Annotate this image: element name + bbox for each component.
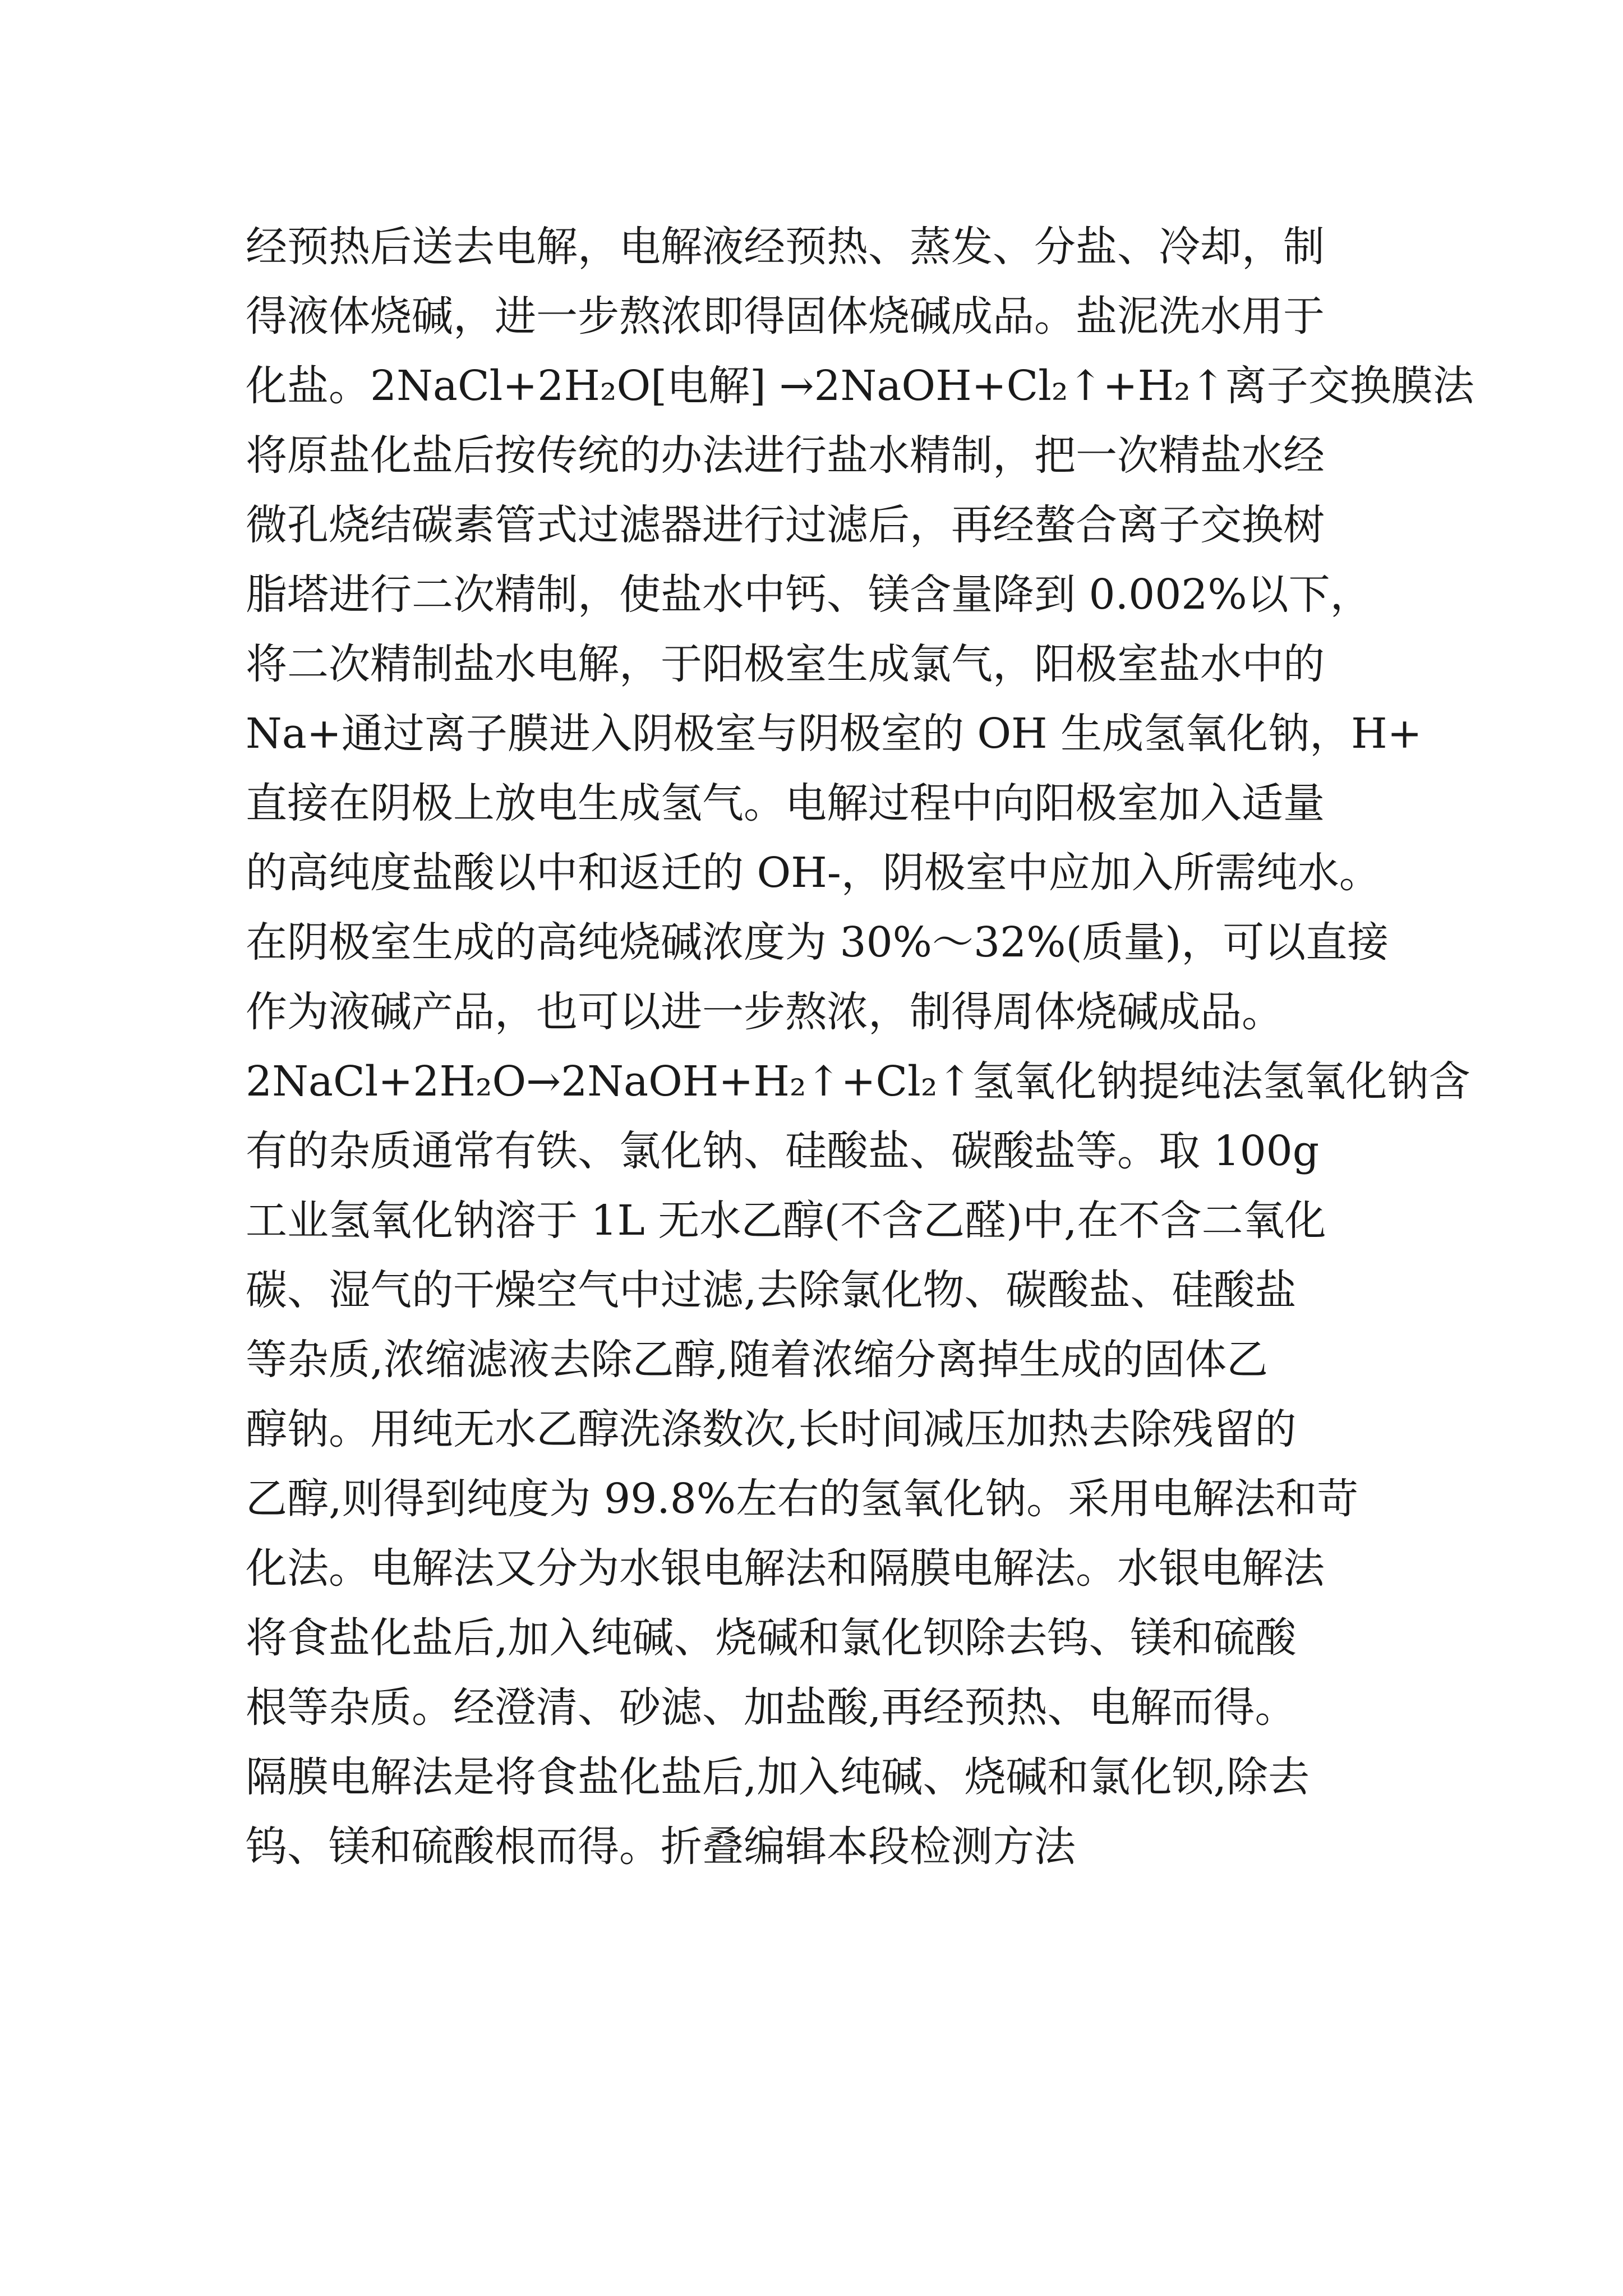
text-line: 2NaCl+2H₂O→2NaOH+H₂↑+Cl₂↑氢氧化钠提纯法氢氧化钠含 (246, 1057, 1470, 1106)
text-line: 微孔烧结碳素管式过滤器进行过滤后，再经螯合离子交换树 (246, 501, 1325, 549)
text-line: 得液体烧碱，进一步熬浓即得固体烧碱成品。盐泥洗水用于 (246, 292, 1325, 341)
text-line: 的高纯度盐酸以中和返迁的 OH-，阴极室中应加入所需纯水。 (246, 849, 1381, 897)
text-line: 钨、镁和硫酸根而得。折叠编辑本段检测方法 (246, 1823, 1076, 1871)
text-line: 碳、湿气的干燥空气中过滤,去除氯化物、碳酸盐、硅酸盐 (246, 1266, 1297, 1314)
text-line: 有的杂质通常有铁、氯化钠、硅酸盐、碳酸盐等。取 100g (246, 1127, 1320, 1175)
text-line: 根等杂质。经澄清、砂滤、加盐酸,再经预热、电解而得。 (246, 1683, 1297, 1732)
text-line: 将二次精制盐水电解，于阳极室生成氯气，阳极室盐水中的 (246, 640, 1325, 688)
text-line: 醇钠。用纯无水乙醇洗涤数次,长时间减压加热去除残留的 (246, 1405, 1297, 1453)
text-line: 直接在阴极上放电生成氢气。电解过程中向阳极室加入适量 (246, 779, 1325, 827)
text-line: 化法。电解法又分为水银电解法和隔膜电解法。水银电解法 (246, 1544, 1325, 1593)
text-line: 作为液碱产品，也可以进一步熬浓，制得周体烧碱成品。 (246, 988, 1283, 1036)
text-line: 经预热后送去电解，电解液经预热、蒸发、分盐、冷却，制 (246, 223, 1325, 271)
text-line: Na+通过离子膜进入阴极室与阴极室的 OH 生成氢氧化钠，H+ (246, 710, 1422, 758)
text-line: 将食盐化盐后,加入纯碱、烧碱和氯化钡除去钨、镁和硫酸 (246, 1614, 1297, 1662)
text-line: 乙醇,则得到纯度为 99.8%左右的氢氧化钠。采用电解法和苛 (246, 1475, 1359, 1523)
body-text (246, 212, 1474, 1881)
text-line: 在阴极室生成的高纯烧碱浓度为 30%～32%(质量)，可以直接 (246, 918, 1389, 967)
text-line: 脂塔进行二次精制，使盐水中钙、镁含量降到 0.002%以下， (246, 570, 1372, 619)
text-line: 将原盐化盐后按传统的办法进行盐水精制，把一次精盐水经 (246, 431, 1325, 480)
text-line: 化盐。2NaCl+2H₂O[电解] →2NaOH+Cl₂↑+H₂↑离子交换膜法 (246, 362, 1474, 410)
text-line: 隔膜电解法是将食盐化盐后,加入纯碱、烧碱和氯化钡,除去 (246, 1753, 1310, 1801)
text-line: 工业氢氧化钠溶于 1L 无水乙醇(不含乙醛)中,在不含二氧化 (246, 1197, 1326, 1245)
text-line: 等杂质,浓缩滤液去除乙醇,随着浓缩分离掉生成的固体乙 (246, 1336, 1269, 1384)
